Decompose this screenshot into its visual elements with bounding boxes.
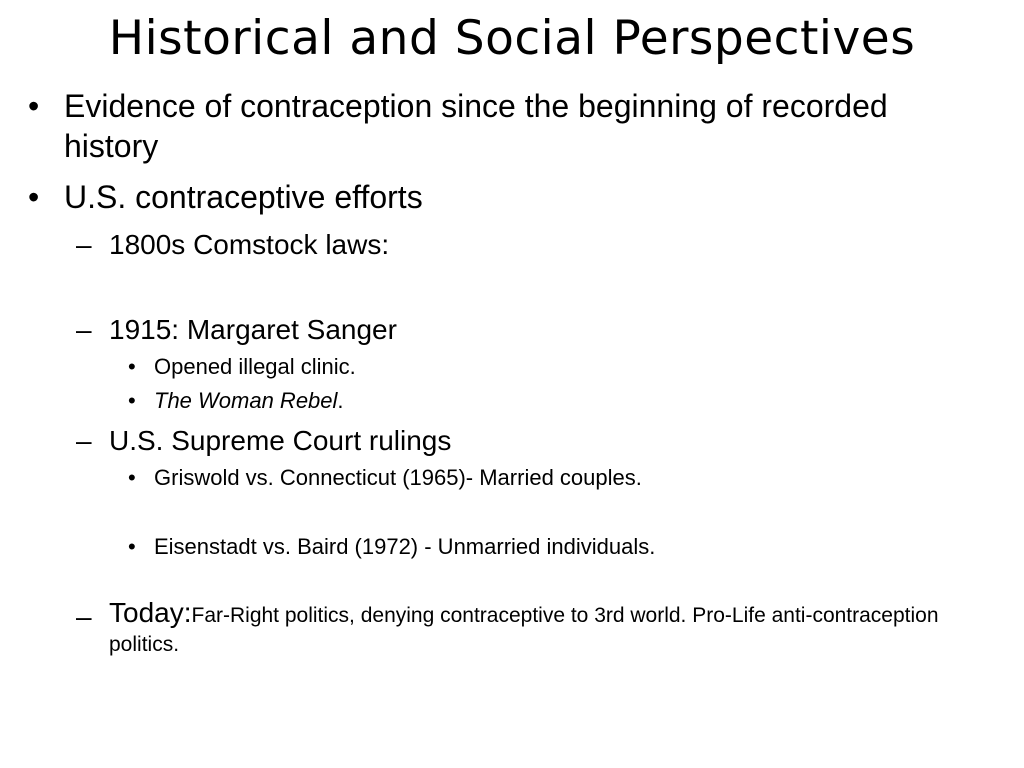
subitem-text-today xyxy=(109,597,979,658)
bullet-marker: • xyxy=(128,534,136,559)
bullet-evidence xyxy=(28,86,988,168)
subitem-today xyxy=(76,597,976,660)
dash-marker: – xyxy=(76,229,92,260)
subitem-text-sanger: 1915: Margaret Sanger xyxy=(109,314,397,345)
subsubitem-text-woman-rebel xyxy=(154,387,344,415)
today-label: Today: xyxy=(109,597,192,628)
publication-punct: . xyxy=(337,388,344,413)
publication-title: The Woman Rebel xyxy=(154,388,338,413)
bullet-marker: • xyxy=(128,465,136,490)
dash-marker: – xyxy=(76,314,92,345)
dash-marker: – xyxy=(76,601,92,632)
bullet-marker: • xyxy=(128,388,136,413)
bullet-marker: • xyxy=(128,354,136,379)
bullet-marker: • xyxy=(28,88,40,124)
bullet-text-us-efforts: U.S. contraceptive efforts xyxy=(64,179,423,215)
subitem-text-court: U.S. Supreme Court rulings xyxy=(109,425,452,456)
dash-marker: – xyxy=(76,425,92,456)
bullet-text-evidence: Evidence of contraception since the beginning of recorded history xyxy=(64,88,888,164)
subsubitem-text-griswold: Griswold vs. Connecticut (1965)- Married couples. xyxy=(154,465,642,490)
slide-title: Historical and Social Perspectives xyxy=(108,11,916,66)
subitem-text-comstock: 1800s Comstock laws: xyxy=(109,229,390,260)
bullet-marker: • xyxy=(28,179,40,215)
today-text: Far-Right politics, denying contraceptive to 3rd world. Pro-Life anti-contraception politics. xyxy=(109,604,939,656)
subsubitem-text-eisenstadt: Eisenstadt vs. Baird (1972) - Unmarried individuals. xyxy=(154,534,656,559)
subsubitem-text-clinic: Opened illegal clinic. xyxy=(154,354,356,379)
